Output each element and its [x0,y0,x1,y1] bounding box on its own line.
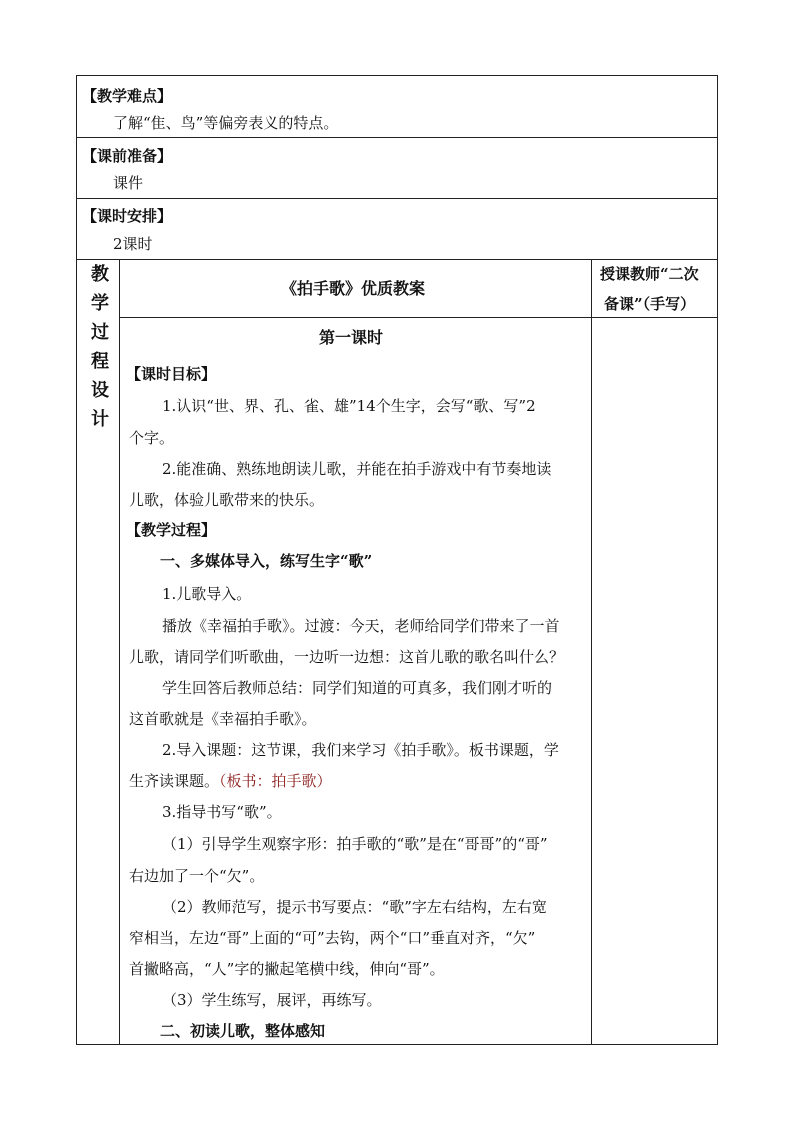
schedule-content: 2课时 [113,235,153,253]
side-char: 程 [91,351,109,372]
step-1-para-2-line-1: 学生回答后教师总结：同学们知道的可真多，我们刚才听的 [162,679,553,697]
side-char: 教 [91,264,109,285]
process-side-label [87,260,113,434]
board-note: （板书：拍手歌） [219,772,332,790]
step-3-1-line-2: 右边加了一个“欠”。 [129,867,265,885]
step-1-para-1-line-2: 儿歌，请同学们听歌曲，一边听一边想：这首儿歌的歌名叫什么？ [129,648,565,666]
preparation-heading: 【课前准备】 [82,147,173,165]
part-1-heading: 一、多媒体导入，练写生字“歌” [160,552,373,570]
teacher-note-line-2: 备课”（手写） [604,295,696,313]
column-divider [591,259,592,1045]
step-3-2-line-3: 首撇略高，“人”字的撇起笔横中线，伸向“哥”。 [129,960,445,978]
goal-1-line-1: 1.认识“世、界、孔、雀、雄”14个生字，会写“歌、写”2 [162,397,536,415]
step-3-3: （3）学生练写，展评，再练写。 [162,991,382,1009]
step-3-2-line-2: 窄相当，左边“哥”上面的“可”去钩，两个“口”垂直对齐，“欠” [129,929,536,947]
row-divider [76,198,718,199]
step-3-1-line-1: （1）引导学生观察字形：拍手歌的“歌”是在“哥哥”的“哥” [162,835,548,853]
column-divider [119,259,120,1045]
part-2-heading: 二、初读儿歌，整体感知 [160,1022,326,1040]
row-divider [76,259,718,260]
step-2-line-2 [129,771,332,791]
step-1-para-2-line-2: 这首歌就是《幸福拍手歌》。 [129,710,317,728]
preparation-content: 课件 [113,174,144,192]
row-divider [76,137,718,138]
step-1-para-1-line-1: 播放《幸福拍手歌》。过渡：今天，老师给同学们带来了一首 [162,617,560,635]
step-2-line-1: 2.导入课题：这节课，我们来学习《拍手歌》。板书课题，学 [162,741,559,759]
difficulty-heading: 【教学难点】 [82,87,173,105]
difficulty-content: 了解“隹、鸟”等偏旁表义的特点。 [113,114,339,132]
step-3-2-line-1: （2）教师范写，提示书写要点：“歌”字左右结构，左右宽 [162,898,547,916]
step-2-line-2-text: 生齐读课题。 [129,772,220,790]
goals-heading: 【课时目标】 [126,365,217,383]
side-char: 计 [91,409,109,430]
step-3: 3.指导书写“歌”。 [162,803,282,821]
goal-2-line-1: 2.能准确、熟练地朗读儿歌，并能在拍手游戏中有节奏地读 [162,460,552,478]
lesson-plan-title: 《拍手歌》优质教案 [281,279,426,298]
side-char: 设 [91,380,109,401]
schedule-heading: 【课时安排】 [82,207,173,225]
goal-2-line-2: 儿歌，体验儿歌带来的快乐。 [129,491,325,509]
goal-1-line-2: 个字。 [129,429,175,447]
step-1: 1.儿歌导入。 [162,585,252,603]
teacher-note-line-1: 授课教师“二次 [600,265,699,283]
side-char: 过 [91,322,109,343]
side-char: 学 [91,293,109,314]
lesson-title: 第一课时 [319,328,384,347]
row-divider [119,317,718,318]
process-heading: 【教学过程】 [126,521,217,539]
